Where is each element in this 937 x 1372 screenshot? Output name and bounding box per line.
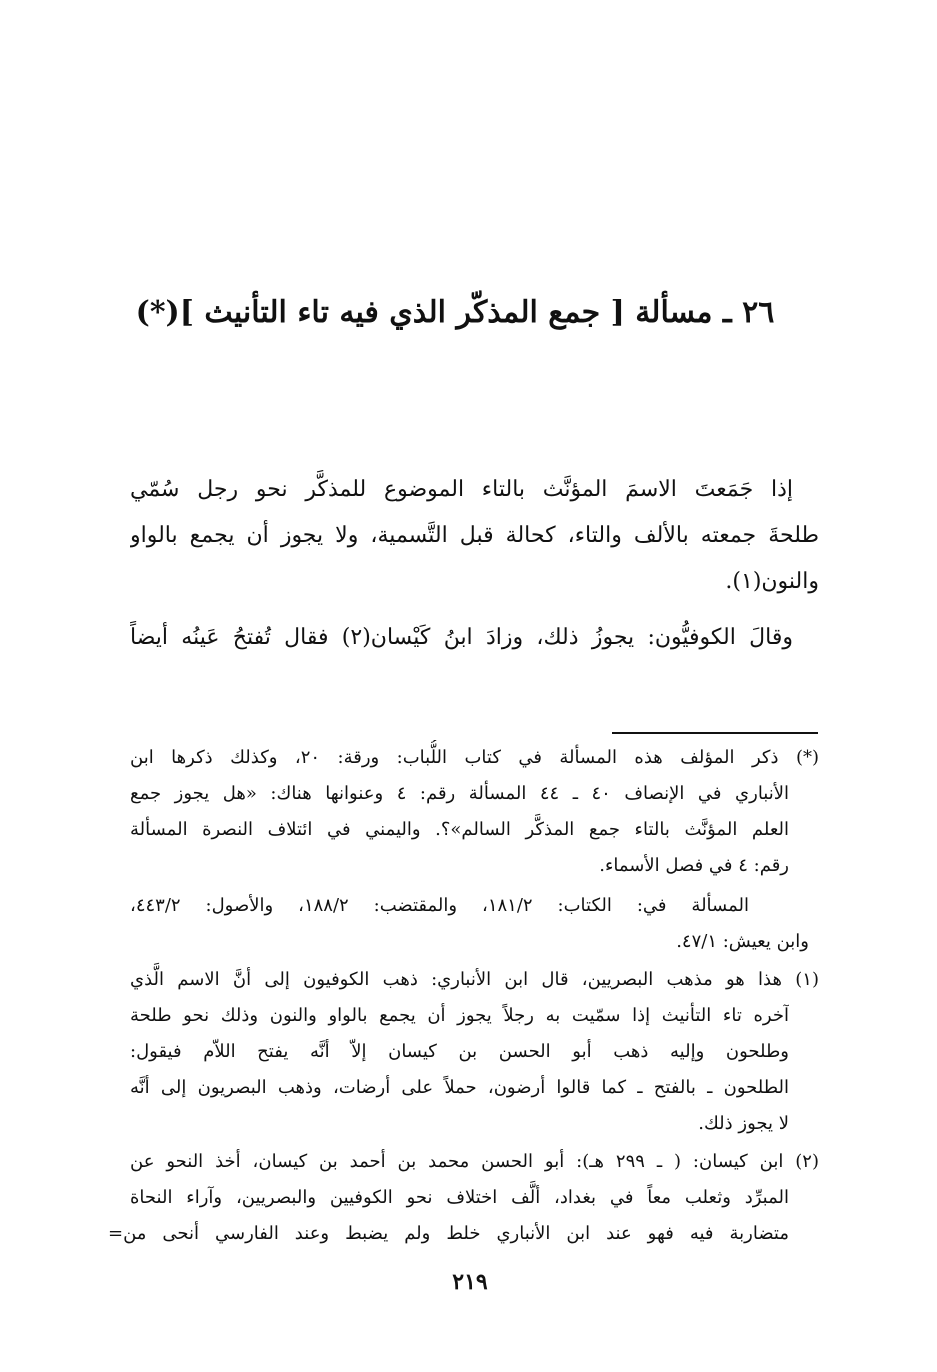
footnote-line: آخره تاء التأنيث إذا سمّيت به رجلاً يجوز أن يجمع بالواو والنون وذلك نحو طلحة (130, 1005, 789, 1026)
page-number: ٢١٩ (452, 1269, 488, 1295)
body-line: إذا جَمَعتَ الاسمَ المؤنَّث بالتاء الموضوع للمذكَّر نحو رجل سُمّي (130, 477, 793, 502)
footnote-line: (*) ذكر المؤلف هذه المسألة في كتاب اللُّباب: ورقة: ٢٠، وكذلك ذكرها ابن (130, 747, 819, 768)
footnote-line: وابن يعيش: ٤٧/١. (676, 931, 809, 952)
page-title: ٢٦ ـ مسألة [ جمع المذكّر الذي فيه تاء التأنيث ](*) (135, 295, 775, 330)
footnote-line: الطلحون ـ بالفتح ـ كما قالوا أرضون، حملاً على أرضات، وذهب البصريون إلى أنَّه (130, 1077, 789, 1098)
body-line: والنون(١). (725, 569, 819, 594)
footnote-line: العلم المؤنَّث بالتاء جمع المذكَّر السالم»؟. واليمني في ائتلاف النصرة المسألة (130, 819, 789, 840)
footnote-line: الأنباري في الإنصاف ٤٠ ـ ٤٤ المسألة رقم: ٤ وعنوانها هناك: «هل يجوز جمع (130, 783, 789, 804)
footnote-line: المسألة في: الكتاب: ١٨١/٢، والمقتضب: ١٨٨/٢، والأصول: ٤٤٣/٢، (130, 895, 749, 916)
footnote-line: المبرِّد وثعلب معاً في بغداد، ألَّف اختلاف نحو الكوفيين والبصريين، وآراء النحاة (130, 1187, 789, 1208)
body-line: وقالَ الكوفيُّون: يجوزُ ذلك، وزادَ ابنُ كَيْسان(٢) فقال تُفتحُ عَينُه أيضاً (130, 625, 793, 650)
footnote-line: رقم: ٤ في فصل الأسماء. (599, 855, 789, 876)
footnote-line: لا يجوز ذلك. (698, 1113, 789, 1134)
footnote-line: (١) هذا هو مذهب البصريين، قال ابن الأنباري: ذهب الكوفيون إلى أنَّ الاسم الَّذي (130, 969, 819, 990)
footnote-separator (612, 732, 818, 734)
footnote-line: وطلحون وإليه ذهب أبو الحسن بن كيسان إلاّ أنَّه يفتح اللاّم فيقول: (130, 1041, 789, 1062)
footnote-line: متضاربة فيه فهو عند ابن الأنباري خلط ولم يضبط وعند الفارسي أنحى من= (108, 1223, 789, 1244)
footnote-line: (٢) ابن كيسان: ( ـ ٢٩٩ هـ): أبو الحسن محمد بن أحمد بن كيسان، أخذ النحو عن (130, 1151, 819, 1172)
body-line: طلحةَ جمعته بالألف والتاء، كحالة قبل التَّسمية، ولا يجوز أن يجمع بالواو (130, 523, 819, 548)
